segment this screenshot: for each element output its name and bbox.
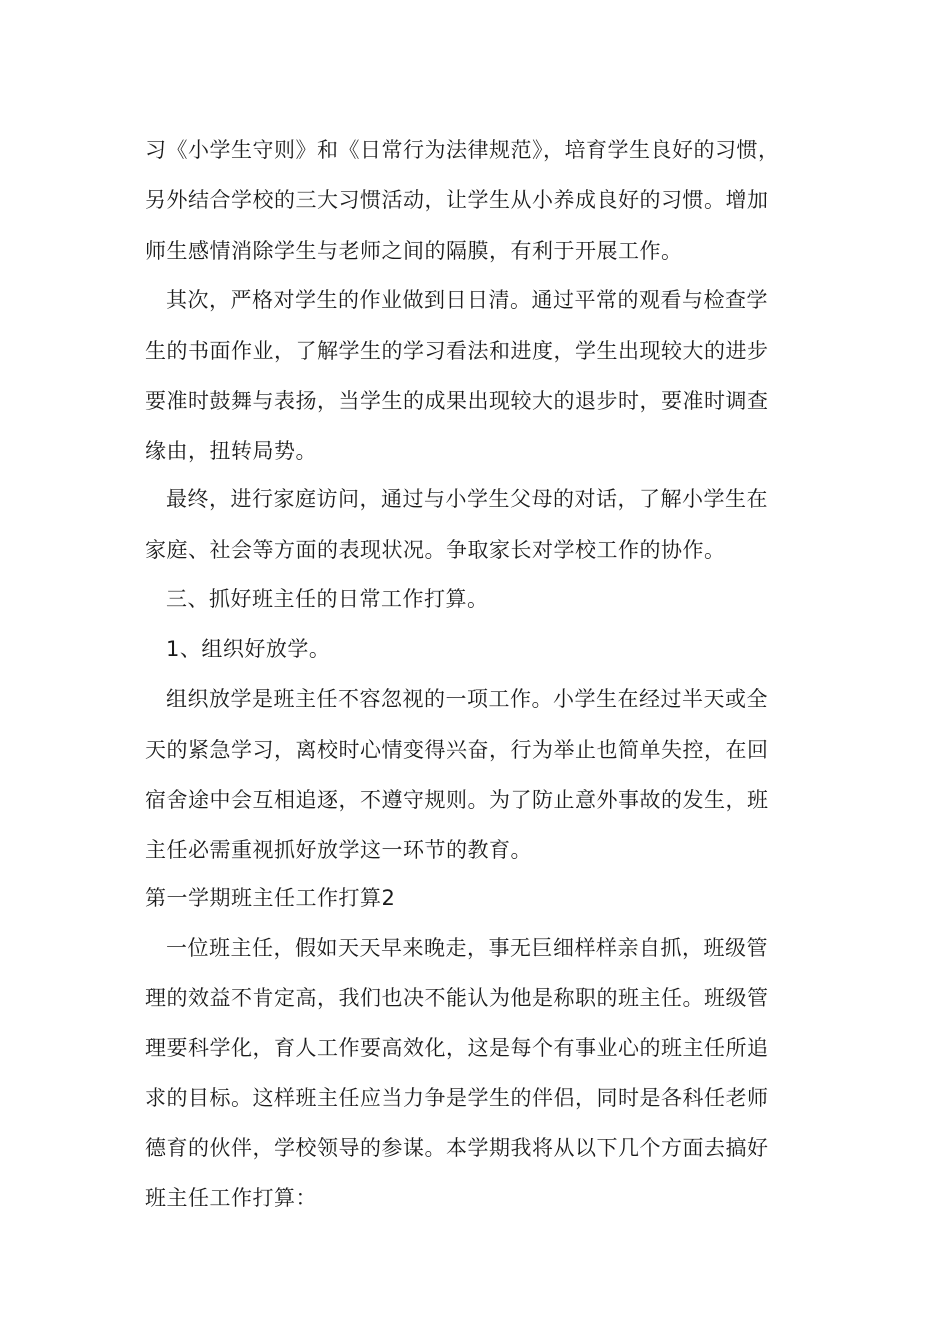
text-line: 师生感情消除学生与老师之间的隔膜，有利于开展工作。 [145, 239, 683, 263]
subsection-heading: 1、组织好放学。 [166, 637, 331, 661]
text-line: 宿舍途中会互相追逐，不遵守规则。为了防止意外事故的发生，班 [145, 788, 769, 812]
text-line: 班主任工作打算： [145, 1186, 317, 1210]
text-line: 理的效益不肯定高，我们也决不能认为他是称职的班主任。班级管 [145, 986, 769, 1010]
text-line: 主任必需重视抓好放学这一环节的教育。 [145, 838, 532, 862]
text-line: 其次，严格对学生的作业做到日日清。通过平常的观看与检查学 [166, 288, 768, 312]
text-line: 德育的伙伴，学校领导的参谋。本学期我将从以下几个方面去搞好 [145, 1136, 769, 1160]
text-line: 另外结合学校的三大习惯活动，让学生从小养成良好的习惯。增加 [145, 188, 769, 212]
document-title: 第一学期班主任工作打算2 [145, 886, 396, 910]
text-line: 天的紧急学习，离校时心情变得兴奋，行为举止也简单失控，在回 [145, 738, 769, 762]
text-line: 理要科学化，育人工作要高效化，这是每个有事业心的班主任所追 [145, 1036, 769, 1060]
text-line: 习《小学生守则》和《日常行为法律规范》，培育学生良好的习惯， [145, 138, 780, 162]
text-line: 求的目标。这样班主任应当力争是学生的伴侣，同时是各科任老师 [145, 1086, 769, 1110]
text-line: 最终，进行家庭访问，通过与小学生父母的对话，了解小学生在 [166, 487, 768, 511]
section-heading: 三、抓好班主任的日常工作打算。 [166, 587, 489, 611]
text-line: 缘由，扭转局势。 [145, 439, 317, 463]
text-line: 要准时鼓舞与表扬，当学生的成果出现较大的退步时，要准时调查 [145, 389, 769, 413]
text-line: 组织放学是班主任不容忽视的一项工作。小学生在经过半天或全 [166, 687, 768, 711]
text-line: 生的书面作业，了解学生的学习看法和进度，学生出现较大的进步 [145, 339, 769, 363]
text-line: 家庭、社会等方面的表现状况。争取家长对学校工作的协作。 [145, 538, 726, 562]
text-line: 一位班主任，假如天天早来晚走，事无巨细样样亲自抓，班级管 [166, 936, 768, 960]
